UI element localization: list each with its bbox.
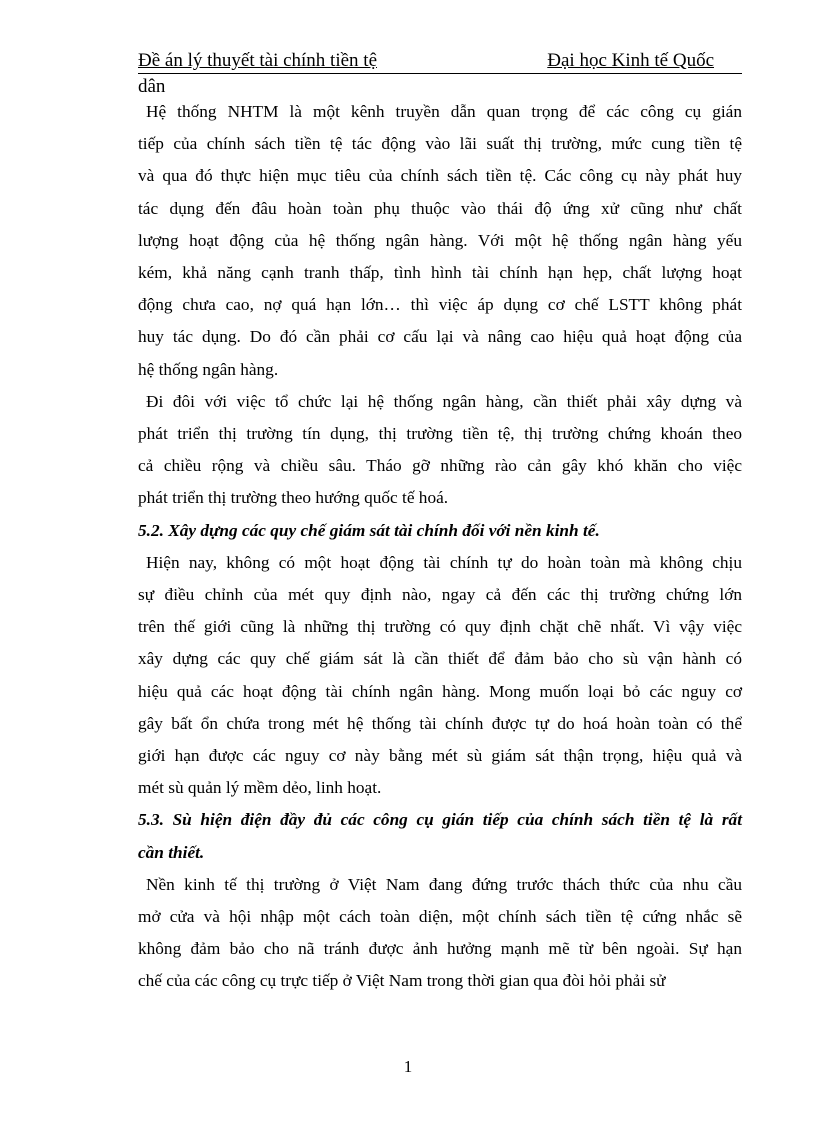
text-line: và qua đó thực hiện mục tiêu của chính sách tiền tệ. Các công cụ này phát huy: [138, 166, 742, 186]
text-line: Nền kinh tế thị trường ở Việt Nam đang đứng trước thách thức của nhu cầu: [146, 874, 742, 894]
text-line: động chưa cao, nợ quá hạn lớn… thì việc áp dụng cơ chế LSTT không phát: [138, 295, 742, 315]
header-right-title: Đại học Kinh tế Quốc: [547, 50, 714, 71]
header-line: [138, 50, 742, 74]
text-line: phát triển thị trường theo hướng quốc tế hoá.: [138, 488, 449, 508]
text-line: gây bất ổn chứa trong mét hệ thống tài chính được tự do hoá hoàn toàn có thể: [138, 713, 742, 733]
document-body: [138, 96, 742, 998]
text-line: cả chiều rộng và chiều sâu. Tháo gỡ những rào cản gây khó khăn cho việc: [138, 456, 742, 476]
text-line: cần thiết.: [138, 842, 205, 862]
text-line: tác dụng đến đâu hoàn toàn phụ thuộc vào thái độ ứng xử cũng như chất: [138, 198, 742, 218]
text-line: tiếp của chính sách tiền tệ tác động vào lãi suất thị trường, mức cung tiền tệ: [138, 134, 742, 154]
paragraph: [138, 386, 742, 515]
text-line: 5.3. Sù hiện điện đầy đủ các công cụ gián tiếp của chính sách tiền tệ là rất: [138, 810, 742, 830]
section-heading: [138, 804, 742, 868]
text-line: phát triển thị trường tín dụng, thị trường tiền tệ, thị trường chứng khoán theo: [138, 424, 742, 444]
paragraph: [138, 869, 742, 998]
header-left-title: Đề án lý thuyết tài chính tiền tệ: [138, 50, 378, 71]
text-line: mở cửa và hội nhập một cách toàn diện, một chính sách tiền tệ cứng nhắc sẽ: [138, 907, 742, 927]
text-line: trên thế giới cũng là những thị trường có quy định chặt chẽ nhất. Vì vậy việc: [138, 617, 742, 637]
text-line: hệ thống ngân hàng.: [138, 359, 279, 379]
text-line: 5.2. Xây dựng các quy chế giám sát tài chính đối với nền kinh tế.: [138, 520, 600, 540]
text-line: lượng hoạt động của hệ thống ngân hàng. Với một hệ thống ngân hàng yếu: [138, 230, 742, 250]
text-line: sự điều chỉnh của mét quy định nào, ngay cả đến các thị trường chứng lớn: [138, 585, 742, 605]
text-line: Hệ thống NHTM là một kênh truyền dẫn quan trọng để các công cụ gián: [146, 102, 742, 121]
section-heading: [138, 515, 742, 547]
text-line: xây dựng các quy chế giám sát là cần thiết để đảm bảo cho sù vận hành có: [138, 649, 742, 669]
paragraph: [138, 96, 742, 386]
text-line: Đi đôi với việc tổ chức lại hệ thống ngân hàng, cần thiết phải xây dựng và: [146, 391, 742, 411]
header-continuation: dân: [138, 76, 166, 97]
paragraph: [138, 547, 742, 805]
text-line: mét sù quản lý mềm dẻo, linh hoạt.: [138, 778, 382, 798]
text-line: kém, khả năng cạnh tranh thấp, tình hình tài chính hạn hẹp, chất lượng hoạt: [138, 263, 742, 283]
page-header: [138, 50, 742, 98]
text-line: Hiện nay, không có một hoạt động tài chính tự do hoàn toàn mà không chịu: [146, 552, 742, 572]
text-line: không đảm bảo cho nã tránh được ảnh hưởng mạnh mẽ từ bên ngoài. Sự hạn: [138, 939, 742, 959]
text-line: chế của các công cụ trực tiếp ở Việt Nam trong thời gian qua đòi hỏi phải sử: [138, 971, 666, 991]
text-line: hiệu quả các hoạt động tài chính ngân hàng. Mong muốn loại bỏ các nguy cơ: [138, 681, 742, 701]
text-line: huy tác dụng. Do đó cần phải cơ cấu lại và nâng cao hiệu quả hoạt động của: [138, 327, 742, 347]
text-line: giới hạn được các nguy cơ này bằng mét sù giám sát thận trọng, hiệu quả và: [138, 746, 742, 766]
page-number: 1: [403, 1057, 413, 1076]
